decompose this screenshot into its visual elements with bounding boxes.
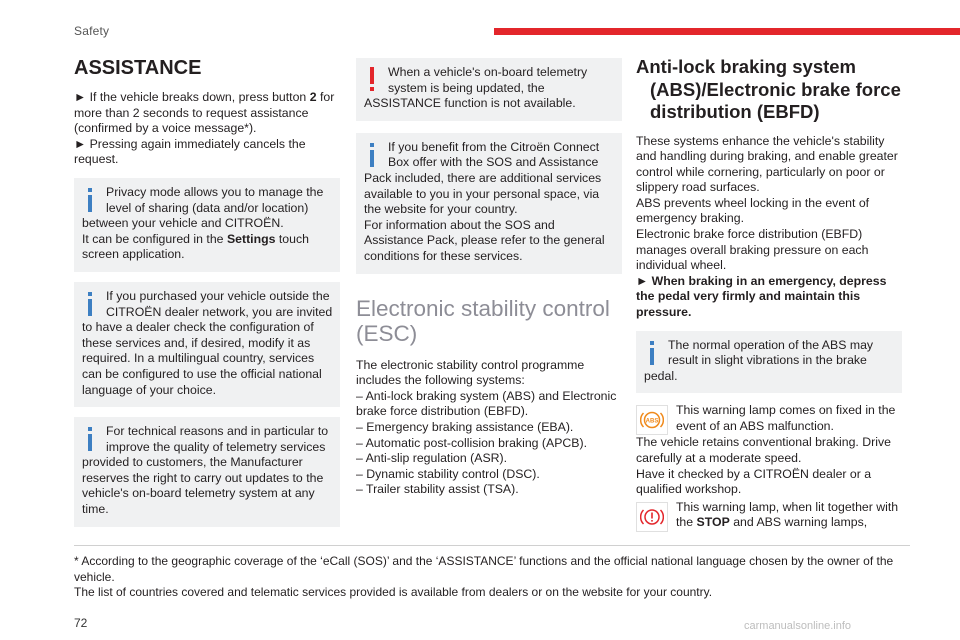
esc-system-item: – Emergency braking assistance (EBA). xyxy=(356,419,574,434)
esc-heading: Electronic stability control (ESC) xyxy=(356,295,610,346)
abs-heading: Anti-lock braking system (ABS)/Electronic brake force distribution (EBFD) xyxy=(636,56,901,122)
brake-warning-lamp-note xyxy=(636,500,902,531)
watermark: carmanualsonline.info xyxy=(744,620,852,632)
abs-paragraph: These systems enhance the vehicle's stability and handling during braking, and enable greater control while cornering, particularly on poor or slippery road surfaces. xyxy=(636,133,898,195)
note-text: For information about the SOS and Assistance Pack, please refer to the general conditions for these services. xyxy=(364,217,605,263)
footnote xyxy=(74,545,910,601)
assistance-heading: ASSISTANCE xyxy=(74,57,202,79)
note-text: For technical reasons and in particular to improve the quality of telemetry services provided to customers, the Manufacturer reserves the right to carry out updates to the vehicle's on-board telemetry system at any time. xyxy=(82,424,329,517)
note-text: If you benefit from the Citroën Connect Box offer with the SOS and Assistance Pack included, there are additional services available to you in your personal space, via the website for your country. xyxy=(364,139,602,217)
abs-paragraph: Electronic brake force distribution (EBFD) manages overall braking pressure on each individual wheel. xyxy=(636,227,869,273)
assistance-step-2: ► Pressing again immediately cancels the request. xyxy=(74,136,306,167)
column-esc xyxy=(356,58,622,498)
lamp-text: Have it checked by a CITROËN dealer or a qualified workshop. xyxy=(636,466,872,497)
esc-system-item: – Trailer stability assist (TSA). xyxy=(356,482,519,497)
lamp-text: This warning lamp, when lit together with the STOP and ABS warning lamps, xyxy=(676,499,899,530)
page-number: 72 xyxy=(74,616,88,630)
assistance-step-1 xyxy=(74,90,340,137)
button-number: 2 xyxy=(309,90,317,104)
brake-warning-lamp-icon xyxy=(636,502,668,532)
note-text: If you purchased your vehicle outside the CITROËN dealer network, you are invited to have a dealer check the configuration of these services and, if desired, modify it as required. In a multilingual country, services can be configured to use the official national language of your choice. xyxy=(82,288,333,397)
warning-icon xyxy=(366,66,380,94)
info-note-abs-vibration xyxy=(636,331,902,394)
note-text: The normal operation of the ABS may result in slight vibrations in the brake pedal. xyxy=(644,337,874,383)
footnote-text: * According to the geographic coverage of the ‘eCall (SOS)’ and the ‘ASSISTANCE’ functions and the official national language chosen by the owner of the vehicle. xyxy=(74,554,894,584)
lamp-text: The vehicle retains conventional braking. Drive carefully at a moderate speed. xyxy=(636,435,891,465)
abs-warning-lamp-icon xyxy=(636,405,668,435)
esc-system-item: – Anti-slip regulation (ASR). xyxy=(356,451,508,466)
note-text: It can be configured in the Settings touch screen application. xyxy=(82,231,309,262)
info-icon xyxy=(84,425,98,453)
column-abs xyxy=(636,56,902,532)
text: for more than 2 seconds to request assistance (confirmed by a voice message*). xyxy=(74,90,335,136)
info-note-updates xyxy=(74,417,340,527)
abs-emergency-instruction: ► When braking in an emergency, depress the pedal very firmly and maintain this pressure. xyxy=(636,273,887,320)
esc-system-item: – Automatic post-collision braking (APCB). xyxy=(356,435,588,450)
esc-intro: The electronic stability control programme includes the following systems: xyxy=(356,357,585,388)
info-note-privacy xyxy=(74,178,340,272)
esc-system-item: – Dynamic stability control (DSC). xyxy=(356,466,540,481)
info-icon xyxy=(84,186,98,214)
esc-system-list xyxy=(356,389,622,498)
section-title: Safety xyxy=(74,24,110,38)
info-note-dealer xyxy=(74,282,340,407)
info-icon xyxy=(646,339,660,367)
lamp-text: This warning lamp comes on fixed in the event of an ABS malfunction. xyxy=(676,403,896,433)
text: ► If the vehicle breaks down, press button xyxy=(74,90,310,104)
warning-note-telemetry xyxy=(356,58,622,121)
info-icon xyxy=(366,141,380,169)
note-text: When a vehicle's on-board telemetry system is being updated, the ASSISTANCE function is not available. xyxy=(364,65,588,111)
info-note-connect-box xyxy=(356,133,622,274)
info-icon xyxy=(84,290,98,318)
note-text: Privacy mode allows you to manage the level of sharing (data and/or location) between your vehicle and CITROËN. xyxy=(82,184,324,231)
abs-paragraph: ABS prevents wheel locking in the event of emergency braking. xyxy=(636,195,870,226)
svg-text:ABS: ABS xyxy=(645,418,659,425)
header-accent-bar xyxy=(494,28,960,35)
esc-system-item: – Anti-lock braking system (ABS) and Electronic brake force distribution (EBFD). xyxy=(356,388,617,419)
column-assistance xyxy=(74,56,340,527)
abs-warning-lamp-note xyxy=(636,403,902,497)
footnote-text: The list of countries covered and telematic services provided is available from dealers or on the website for your country. xyxy=(74,585,713,599)
